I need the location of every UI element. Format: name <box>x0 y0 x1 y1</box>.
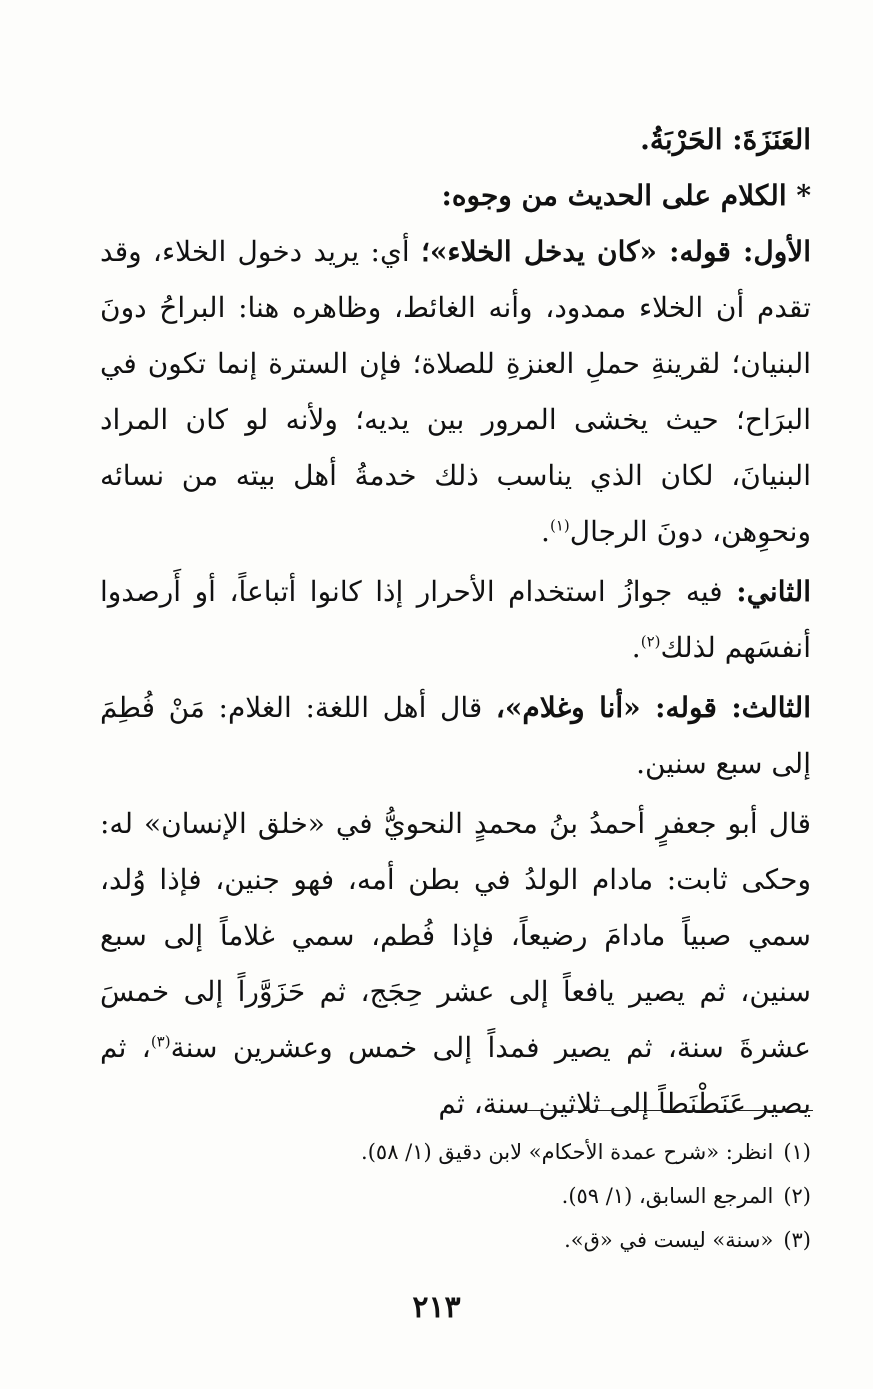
page-number: ٢١٣ <box>412 1290 461 1325</box>
paragraph-fourth <box>100 796 811 1132</box>
footnote-2 <box>100 1174 811 1218</box>
first-lead: الأول: قوله: «كان يدخل الخلاء»؛ <box>421 235 811 268</box>
footnote-number: (٢) <box>783 1184 811 1208</box>
third-lead: الثالث: قوله: «أنا وغلام»، <box>495 691 811 724</box>
footnote-number: (١) <box>783 1140 811 1164</box>
main-text <box>100 112 811 1132</box>
footnote-ref-3[interactable]: (٣) <box>150 1032 171 1051</box>
second-lead: الثاني: <box>736 575 811 608</box>
footnote-3 <box>100 1218 811 1262</box>
footnote-1 <box>100 1130 811 1174</box>
paragraph-second: الثاني: فيه جوازُ استخدام الأحرار إذا كانوا أتباعاً، أو أَرصدوا أنفسَهم لذلك$^{(٢)}$. <box>100 575 811 664</box>
third-text: قال أهل اللغة: الغلام: مَنْ فُطِمَ إلى سبع سنين. <box>100 691 811 780</box>
footnote-ref-2[interactable]: (٢) <box>640 632 661 651</box>
footnote-ref-1[interactable]: (١) <box>549 516 570 535</box>
paragraph-first: الأول: قوله: «كان يدخل الخلاء»؛ أي: يريد دخول الخلاء، وقد تقدم أن الخلاء ممدود، وأنه الغائط، وظاهره هنا: البراحُ دونَ البنيان؛ لقرينةِ حملِ العنزةِ للصلاة؛ فإن السترة إنما تكون في البرَاح؛ حيث يخشى المرور بين يديه؛ ولأنه لو كان المراد البنيانَ، لكان الذي يناسب ذلك خدمةُ أهل بيته من نسائه ونحوِهن، دونَ الرجال$^{(١)}$. <box>100 235 812 548</box>
second-text: فيه جوازُ استخدام الأحرار إذا كانوا أتباعاً، أو أَرصدوا أنفسَهم لذلك <box>100 575 811 664</box>
footnote-text: «سنة» ليست في «ق». <box>564 1228 774 1252</box>
fourth-text-b: ، ثم يصير عَنَطْنَطاً إلى ثلاثين سنة، ثم <box>100 1031 811 1120</box>
definition-line: العَنَزَةَ: الحَرْبَةُ. <box>640 123 811 156</box>
paragraph-third <box>100 680 811 792</box>
footnote-divider <box>513 1110 813 1111</box>
section-heading: * الكلام على الحديث من وجوه: <box>441 179 811 212</box>
footnote-number: (٣) <box>783 1228 811 1252</box>
footnote-text: انظر: «شرح عمدة الأحكام» لابن دقيق (١/ ٥٨). <box>361 1140 774 1164</box>
footnote-text: المرجع السابق، (١/ ٥٩). <box>561 1184 774 1208</box>
fourth-text-a: قال أبو جعفرٍ أحمدُ بنُ محمدٍ النحويُّ في «خلق الإنسان» له: وحكى ثابت: مادام الولدُ في بطن أمه، فهو جنين، فإذا وُلد، سمي صبياً مادامَ رضيعاً، فإذا فُطم، سمي غلاماً إلى سبع سنين، ثم يصير يافعاً إلى عشر حِجَج، ثم حَزَوَّراً إلى خمسَ عشرةَ سنة، ثم يصير فمداً إلى خمس وعشرين سنة <box>100 807 812 1064</box>
first-text: أي: يريد دخول الخلاء، وقد تقدم أن الخلاء ممدود، وأنه الغائط، وظاهره هنا: البراحُ دونَ البنيان؛ لقرينةِ حملِ العنزةِ للصلاة؛ فإن السترة إنما تكون في البرَاح؛ حيث يخشى المرور بين يديه؛ ولأنه لو كان المراد البنيانَ، لكان الذي يناسب ذلك خدمةُ أهل بيته من نسائه ونحوِهن، دونَ الرجال <box>100 235 812 548</box>
footnotes <box>100 1130 811 1262</box>
